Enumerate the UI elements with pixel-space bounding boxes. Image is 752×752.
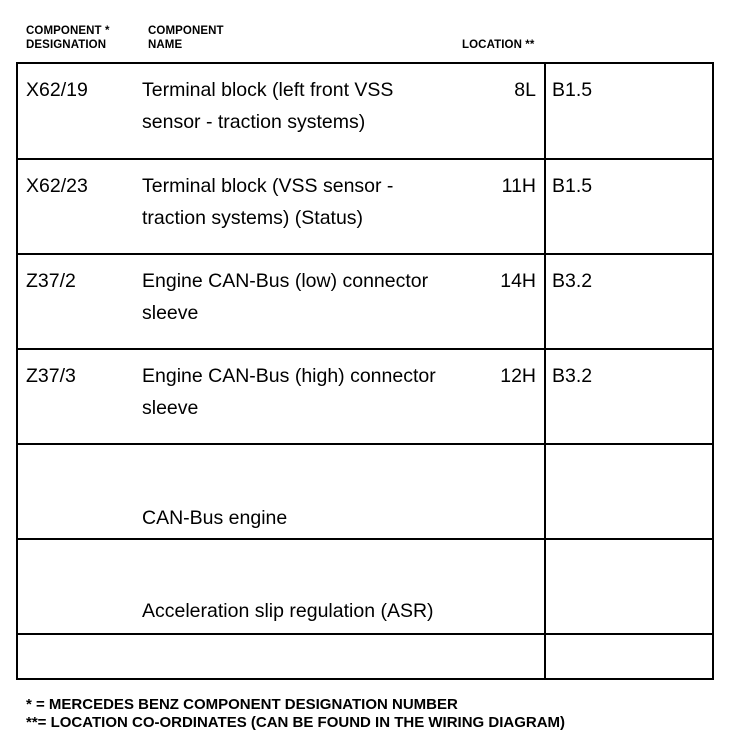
row-coordinate: B1.5 (552, 79, 593, 101)
table-row (18, 540, 712, 635)
row-name: Acceleration slip regulation (ASR) (142, 600, 434, 622)
header-location: LOCATION ** (462, 39, 535, 51)
footnote-double-star: **= LOCATION CO-ORDINATES (CAN BE FOUND IN THE WIRING DIAGRAM) (26, 714, 566, 731)
table-row (18, 160, 712, 255)
row-name: Engine CAN-Bus (low) connector sleeve (142, 270, 429, 324)
footnote-star: * = MERCEDES BENZ COMPONENT DESIGNATION NUMBER (26, 696, 458, 713)
header-designation: COMPONENT * DESIGNATION (26, 25, 110, 51)
row-name: CAN-Bus engine (142, 507, 288, 529)
row-designation: Z37/2 (26, 270, 76, 292)
row-coordinate: B3.2 (552, 270, 593, 292)
row-designation: X62/23 (26, 175, 88, 197)
row-location: 11H (501, 175, 536, 197)
table-row (18, 255, 712, 350)
component-table (16, 62, 714, 680)
row-location: 14H (500, 270, 536, 292)
row-location: 8L (514, 79, 536, 101)
row-name: Engine CAN-Bus (high) connector sleeve (142, 365, 436, 419)
row-coordinate: B3.2 (552, 365, 593, 387)
header-name: COMPONENT NAME (148, 25, 224, 51)
table-row (18, 445, 712, 540)
row-designation: Z37/3 (26, 365, 76, 387)
table-row (18, 635, 712, 678)
row-name: Terminal block (VSS sensor - traction systems) (Status) (142, 175, 394, 229)
table-row (18, 64, 712, 160)
row-designation: X62/19 (26, 79, 88, 101)
row-coordinate: B1.5 (552, 175, 593, 197)
row-name: Terminal block (left front VSS sensor - traction systems) (142, 79, 394, 133)
table-row (18, 350, 712, 445)
row-location: 12H (500, 365, 536, 387)
